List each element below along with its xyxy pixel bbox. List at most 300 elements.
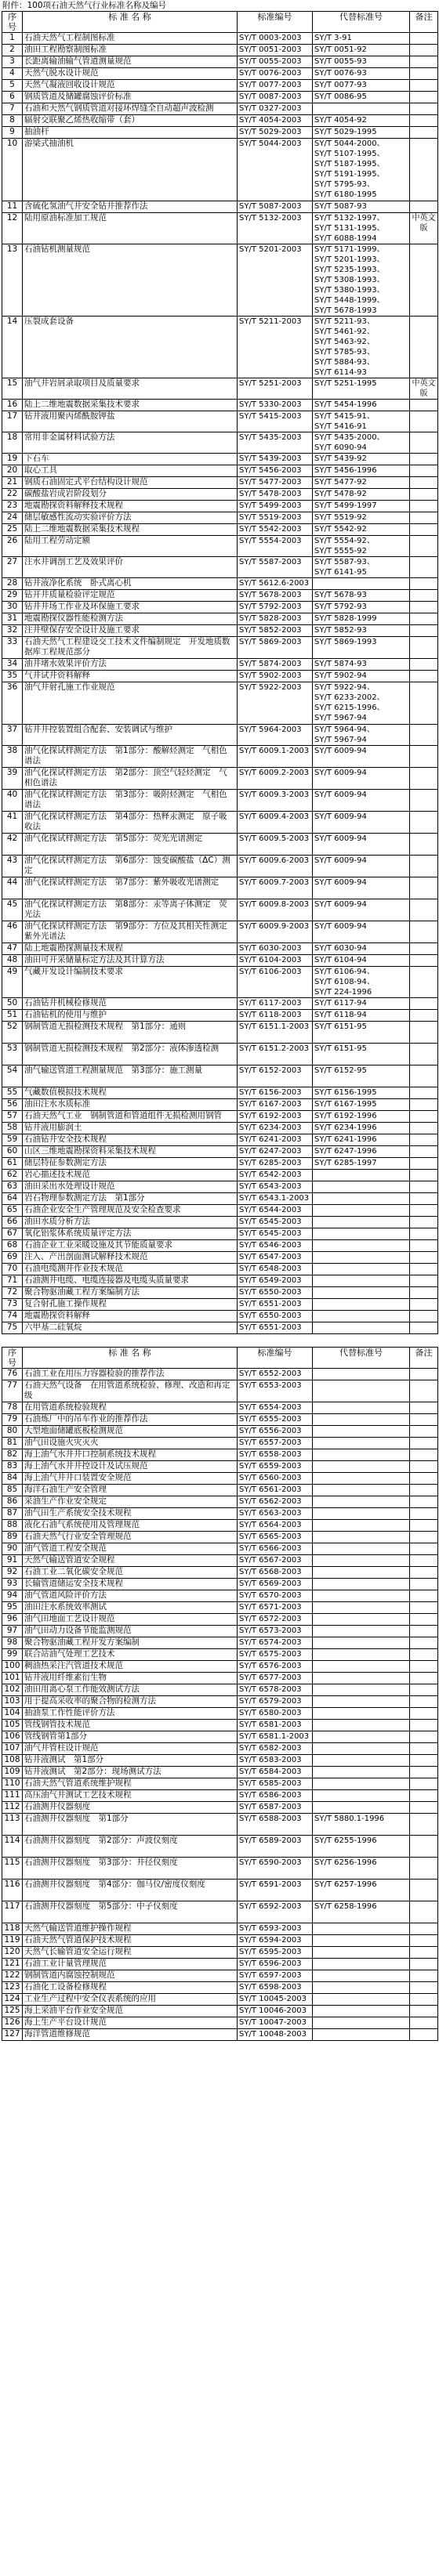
replaced-standard-code: SY/T 0077-93 (314, 81, 367, 89)
row-number: 70 (2, 1264, 23, 1275)
row-note (410, 725, 438, 746)
row-note (410, 1543, 438, 1555)
standard-code: SY/T 6558-2003 (238, 1449, 313, 1461)
standard-name: 油气化探试样测定方法 第1部分：酸解烃测定 气相色谱法 (23, 746, 238, 768)
row-note (410, 834, 438, 856)
standard-code: SY/T 6569-2003 (238, 1579, 313, 1590)
row-note (410, 1087, 438, 1099)
row-note (410, 1065, 438, 1087)
row-note (410, 1158, 438, 1170)
table-row (2, 955, 438, 967)
replaced-standard-code: SY/T 5211-93、 (314, 317, 375, 326)
replaced-standards (313, 1193, 410, 1205)
row-note (410, 56, 438, 68)
standard-name: 复合射孔施工操作规程 (23, 1299, 238, 1311)
row-number: 95 (2, 1602, 23, 1614)
table-row (2, 512, 438, 524)
standard-code: SY/T 6577-2003 (238, 1673, 313, 1684)
standard-code: SY/T 6594-2003 (238, 1935, 313, 1947)
replaced-standards (313, 45, 410, 56)
row-number: 7 (2, 103, 23, 115)
standard-code: SY/T 6593-2003 (238, 1923, 313, 1935)
table-row (2, 1778, 438, 1790)
row-note (410, 557, 438, 578)
standard-name: 海上采油平台作业安全规范 (23, 2006, 238, 2017)
replaced-standard-code: SY/T 5678-93 (314, 591, 367, 599)
row-note (410, 400, 438, 411)
row-note (410, 1790, 438, 1802)
table-row (2, 432, 438, 454)
replaced-standards (313, 943, 410, 955)
table-row (2, 998, 438, 1010)
replaced-standards (313, 1614, 410, 1626)
row-number: 119 (2, 1935, 23, 1947)
table-row (2, 2006, 438, 2017)
standard-code: SY/T 6104-2003 (238, 955, 313, 967)
standard-code: SY/T 6167-2003 (238, 1099, 313, 1111)
replaced-standards (313, 115, 410, 127)
table-row (2, 1299, 438, 1311)
replaced-standards (313, 244, 410, 317)
standard-code: SY/T 6591-2003 (238, 1880, 313, 1901)
table-row (2, 1602, 438, 1614)
replaced-standards (313, 1767, 410, 1778)
row-number: 5 (2, 80, 23, 92)
table-row (2, 1532, 438, 1543)
standard-code: SY/T 5869-2003 (238, 637, 313, 659)
standard-name: 天然气脱水设计规范 (23, 68, 238, 80)
replaced-standards (313, 921, 410, 943)
standard-name: 油气输送管道工程测量规范 第3部分：施工测量 (23, 1065, 238, 1087)
standard-name: 石油炼厂中的吊车作业的推荐作法 (23, 1414, 238, 1426)
row-note (410, 998, 438, 1010)
row-number: 34 (2, 659, 23, 671)
replaced-standard-code: SY/T 6090-94 (314, 443, 367, 452)
row-note (410, 578, 438, 590)
standard-name: 油气田动力设备节能监测规范 (23, 1626, 238, 1637)
standard-code: SY/T 0055-2003 (238, 56, 313, 68)
row-note (410, 1673, 438, 1684)
table-row (2, 1673, 438, 1684)
table-row (2, 1252, 438, 1264)
standard-code: SY/T 6565-2003 (238, 1532, 313, 1543)
table-row (2, 1099, 438, 1111)
row-note (410, 80, 438, 92)
row-number: 45 (2, 899, 23, 921)
replaced-standards (313, 746, 410, 768)
row-note (410, 768, 438, 790)
standard-code: SY/T 6574-2003 (238, 1637, 313, 1649)
row-number: 17 (2, 411, 23, 432)
table-row (2, 1731, 438, 1743)
row-number: 3 (2, 56, 23, 68)
row-number: 127 (2, 2029, 23, 2041)
row-note (410, 967, 438, 998)
replaced-standard-code: SY/T 5461-92、 (314, 327, 375, 336)
table-row (2, 127, 438, 139)
standard-name: 油气化探试样测定方法 第2部分：顶空气轻烃测定 气相色谱法 (23, 768, 238, 790)
row-number: 89 (2, 1532, 23, 1543)
replaced-standards (313, 1802, 410, 1814)
row-number: 41 (2, 812, 23, 834)
standard-name: 油气田生产系统安全技术规程 (23, 1508, 238, 1520)
standard-name: 联合站油气处理工艺技术 (23, 1649, 238, 1661)
standard-code: SY/T 6583-2003 (238, 1755, 313, 1767)
replaced-standards (313, 671, 410, 682)
standard-code: SY/T 6548-2003 (238, 1264, 313, 1275)
row-number: 24 (2, 512, 23, 524)
replaced-standard-code: SY/T 5415-91、 (314, 412, 375, 421)
table-row (2, 1402, 438, 1414)
row-note (410, 1743, 438, 1755)
standard-code: SY/T 6584-2003 (238, 1767, 313, 1778)
row-note (410, 1836, 438, 1858)
table-row (2, 1065, 438, 1087)
replaced-standards (313, 127, 410, 139)
row-note (410, 1708, 438, 1720)
row-number: 37 (2, 725, 23, 746)
standard-code: SY/T 4054-2003 (238, 115, 313, 127)
table-row (2, 524, 438, 536)
row-note (410, 1802, 438, 1814)
row-number: 103 (2, 1696, 23, 1708)
replaced-standard-code: SY/T 5439-92 (314, 454, 367, 463)
replaced-standard-code: SY/T 5792-93 (314, 602, 367, 611)
row-note (410, 201, 438, 213)
row-number: 76 (2, 1369, 23, 1380)
replaced-standards (313, 1322, 410, 1334)
standard-code: SY/T 6285-2003 (238, 1158, 313, 1170)
row-number: 80 (2, 1426, 23, 1438)
replaced-standards (313, 1461, 410, 1473)
replaced-standard-code: SY/T 5967-94 (314, 714, 367, 722)
standard-code: SY/T 6578-2003 (238, 1684, 313, 1696)
row-number: 115 (2, 1858, 23, 1880)
replaced-standard-code: SY/T 6285-1997 (314, 1159, 377, 1167)
replaced-standards (313, 578, 410, 590)
replaced-standards (313, 201, 410, 213)
replaced-standards (313, 1579, 410, 1590)
replaced-standards (313, 1731, 410, 1743)
row-note (410, 1146, 438, 1158)
row-note (410, 1240, 438, 1252)
standard-name: 油气化探试样测定方法 第3部分：吸附烃测定 气相色谱法 (23, 790, 238, 812)
row-number: 63 (2, 1181, 23, 1193)
table-header-row (2, 1348, 438, 1369)
header-replaced: 代替标准号 (313, 1348, 410, 1369)
replaced-standards (313, 1661, 410, 1673)
standard-name: 在用管道系统检验规程 (23, 1402, 238, 1414)
table-row (2, 1935, 438, 1947)
replaced-standards (313, 834, 410, 856)
row-number: 93 (2, 1579, 23, 1590)
row-number: 46 (2, 921, 23, 943)
table-row (2, 92, 438, 103)
standard-name: 陆上二维地震数据采集技术要求 (23, 400, 238, 411)
standard-name: 石油天然气管道系统维护规程 (23, 1778, 238, 1790)
replaced-standard-code: SY/T 5874-93 (314, 660, 367, 668)
header-note: 备注 (410, 12, 438, 33)
row-number: 8 (2, 115, 23, 127)
replaced-standard-code: SY/T 6106-94、 (314, 968, 375, 976)
row-note (410, 613, 438, 625)
standard-code: SY/T 5612.6-2003 (238, 578, 313, 590)
standard-name: 石油钻机测量规范 (23, 244, 238, 317)
row-note (410, 477, 438, 489)
table-row (2, 1414, 438, 1426)
replaced-standards (313, 1959, 410, 1970)
standard-name: 注水井调剖工艺及效果评价 (23, 557, 238, 578)
standard-code: SY/T 5251-2003 (238, 378, 313, 400)
row-number: 100 (2, 1661, 23, 1673)
standard-code: SY/T 6556-2003 (238, 1426, 313, 1438)
standard-name: 长输管道储运安全技术规程 (23, 1579, 238, 1590)
row-note (410, 625, 438, 637)
replaced-standards (313, 998, 410, 1010)
standard-code: SY/T 5435-2003 (238, 432, 313, 454)
header-name: 标 准 名 称 (23, 1348, 238, 1369)
row-number: 30 (2, 602, 23, 613)
table-row (2, 578, 438, 590)
replaced-standard-code: SY/T 5519-92 (314, 513, 367, 522)
replaced-standards (313, 1923, 410, 1935)
standard-name: 石油电缆测井作业技术规范 (23, 1264, 238, 1275)
table-row (2, 201, 438, 213)
replaced-standards (313, 92, 410, 103)
replaced-standard-code: SY/T 5463-92、 (314, 338, 375, 346)
replaced-standards (313, 1449, 410, 1461)
standard-code: SY/T 5964-2003 (238, 725, 313, 746)
table-row (2, 725, 438, 746)
row-number: 73 (2, 1299, 23, 1311)
row-note (410, 746, 438, 768)
row-number: 56 (2, 1099, 23, 1111)
standard-code: SY/T 6596-2003 (238, 1959, 313, 1970)
standard-name: 油田可开采储量标定方法及其计算方法 (23, 955, 238, 967)
replaced-standards (313, 2029, 410, 2041)
standard-name: 天然气输送管道安全规程 (23, 1555, 238, 1567)
replaced-standard-code: SY/T 5251-1995 (314, 379, 377, 388)
replaced-standard-code: SY/T 5044-2000、 (314, 139, 385, 148)
table-row (2, 1449, 438, 1461)
replaced-standard-code: SY/T 5380-1993、 (314, 286, 385, 295)
row-note (410, 1217, 438, 1228)
header-no: 序号 (2, 12, 23, 33)
standard-name: 取心工具 (23, 465, 238, 477)
table-header-row (2, 12, 438, 33)
row-note (410, 1755, 438, 1767)
replaced-standards (313, 1264, 410, 1275)
table-row (2, 45, 438, 56)
row-note: 中英文版 (410, 213, 438, 244)
replaced-standards (313, 103, 410, 115)
replaced-standards (313, 1217, 410, 1228)
row-number: 47 (2, 943, 23, 955)
standard-code: SY/T 5044-2003 (238, 139, 313, 201)
standard-name: 储层敏感性流动实验评价方法 (23, 512, 238, 524)
standard-code: SY/T 6553-2003 (238, 1380, 313, 1402)
row-note (410, 1814, 438, 1836)
row-note (410, 856, 438, 877)
standard-name: 海上生产平台设计规范 (23, 2017, 238, 2029)
table-row (2, 768, 438, 790)
standard-code: SY/T 6009.6-2003 (238, 856, 313, 877)
row-note (410, 1684, 438, 1696)
standard-name: 地震勘探资料解释技术规程 (23, 501, 238, 512)
row-number: 42 (2, 834, 23, 856)
table-row (2, 454, 438, 465)
standard-name: 储层特征参数测定方法 (23, 1158, 238, 1170)
replaced-standards (313, 1947, 410, 1959)
row-note (410, 1994, 438, 2006)
replaced-standards (313, 1228, 410, 1240)
standard-code: SY/T 6564-2003 (238, 1520, 313, 1532)
table-row (2, 1684, 438, 1696)
standard-name: 钢质管道及储罐腐蚀评价标准 (23, 92, 238, 103)
table-row (2, 2029, 438, 2041)
replaced-standards (313, 2006, 410, 2017)
standard-name: 六甲基二硅氧烷 (23, 1322, 238, 1334)
table-row (2, 56, 438, 68)
replaced-standards (313, 1508, 410, 1520)
replaced-standards (313, 477, 410, 489)
replaced-standards (313, 1858, 410, 1880)
standard-name: 石油钻井机械检修规范 (23, 998, 238, 1010)
replaced-standard-code: SY/T 5964-94、 (314, 725, 375, 734)
row-note (410, 244, 438, 317)
replaced-standards (313, 590, 410, 602)
row-number: 66 (2, 1217, 23, 1228)
standard-name: 石油天然气工程建设交工技术文件编制规定 开发地质数据库工程规范部分 (23, 637, 238, 659)
row-number: 96 (2, 1614, 23, 1626)
replaced-standards (313, 899, 410, 921)
row-note (410, 1402, 438, 1414)
row-note (410, 1970, 438, 1982)
standard-name: 油气井射孔施工作业规范 (23, 682, 238, 725)
row-note (410, 1380, 438, 1402)
replaced-standards (313, 1982, 410, 1994)
replaced-standard-code: SY/T 6256-1996 (314, 1858, 377, 1867)
standard-name: 油田采出水处理设计规范 (23, 1181, 238, 1193)
replaced-standards (313, 524, 410, 536)
standard-name: 钻井井场工作业及环保施工要求 (23, 602, 238, 613)
standard-name: 石油测井仪器刻度 第5部分：中子仪刻度 (23, 1901, 238, 1923)
table-row (2, 1743, 438, 1755)
header-code: 标准编号 (238, 12, 313, 33)
standard-code: SY/T 6580-2003 (238, 1708, 313, 1720)
table-row (2, 1275, 438, 1287)
row-number: 58 (2, 1123, 23, 1134)
replaced-standards (313, 967, 410, 998)
replaced-standards (313, 1673, 410, 1684)
standard-name: 油气化探试样测定方法 第8部分：汞等离子体测定 荧光法 (23, 899, 238, 921)
table-row (2, 1461, 438, 1473)
row-note (410, 1982, 438, 1994)
standard-name: 石油测井仪器刻度 第2部分：声波仪刻度 (23, 1836, 238, 1858)
row-number: 33 (2, 637, 23, 659)
table-row (2, 139, 438, 201)
standard-code: SY/T 5330-2003 (238, 400, 313, 411)
table-row (2, 68, 438, 80)
standard-name: 采油生产作业安全规定 (23, 1496, 238, 1508)
replaced-standard-code: SY/T 6114-93 (314, 368, 367, 377)
replaced-standards (313, 1146, 410, 1158)
table-row (2, 1590, 438, 1602)
standard-code: SY/T 6009.8-2003 (238, 899, 313, 921)
replaced-standards (313, 1755, 410, 1767)
replaced-standard-code: SY/T 6108-94、 (314, 978, 375, 986)
table-row (2, 1814, 438, 1836)
section-gap (0, 1334, 439, 1347)
standard-code: SY/T 6551-2003 (238, 1299, 313, 1311)
replaced-standards (313, 1743, 410, 1755)
row-note (410, 1461, 438, 1473)
table-row (2, 1380, 438, 1402)
standard-code: SY/T 5132-2003 (238, 213, 313, 244)
replaced-standard-code: SY/T 5087-93 (314, 202, 367, 211)
row-note (410, 1228, 438, 1240)
row-number: 69 (2, 1252, 23, 1264)
row-note (410, 921, 438, 943)
standard-name: 石油工业二氧化碳安全规范 (23, 1567, 238, 1579)
standard-code: SY/T 6247-2003 (238, 1146, 313, 1158)
row-note: 中英文版 (410, 378, 438, 400)
table-row (2, 1170, 438, 1181)
replaced-standards (313, 68, 410, 80)
row-note (410, 1649, 438, 1661)
standard-code: SY/T 6557-2003 (238, 1438, 313, 1449)
standard-name: 碳酸盐岩成岩阶段划分 (23, 489, 238, 501)
row-note (410, 33, 438, 45)
header-code: 标准编号 (238, 1348, 313, 1369)
replaced-standard-code: SY/T 6241-1996 (314, 1135, 377, 1144)
standard-name: 钻井液测试 第1部分 (23, 1755, 238, 1767)
table-row (2, 921, 438, 943)
row-number: 11 (2, 201, 23, 213)
standard-name: 聚合物驱油藏工程方案编制方法 (23, 1287, 238, 1299)
replaced-standard-code: SY/T 5131-1995、 (314, 224, 385, 233)
row-number: 87 (2, 1508, 23, 1520)
table-row (2, 1637, 438, 1649)
row-number: 75 (2, 1322, 23, 1334)
row-number: 12 (2, 213, 23, 244)
replaced-standards (313, 1626, 410, 1637)
row-number: 59 (2, 1134, 23, 1146)
row-note (410, 590, 438, 602)
replaced-standards (313, 1590, 410, 1602)
standard-name: 注井壁保存安全设计及施工要求 (23, 625, 238, 637)
standard-name: 油田工程勘察制图标准 (23, 45, 238, 56)
table-row (2, 1959, 438, 1970)
table-row (2, 1228, 438, 1240)
standard-name: 海洋管道维修规范 (23, 2029, 238, 2041)
replaced-standards (313, 1181, 410, 1193)
standard-code: SY/T 6561-2003 (238, 1485, 313, 1496)
standard-code: SY/T 6234-2003 (238, 1123, 313, 1134)
standard-name: 油气井管柱设计规范 (23, 1743, 238, 1755)
standard-name: 游梁式抽油机 (23, 139, 238, 201)
replaced-standards (313, 1555, 410, 1567)
row-number: 79 (2, 1414, 23, 1426)
table-row (2, 1496, 438, 1508)
replaced-standard-code: SY/T 6233-2002、 (314, 693, 385, 702)
row-number: 112 (2, 1802, 23, 1814)
table-row (2, 877, 438, 899)
table-row (2, 1369, 438, 1380)
standard-code: SY/T 10046-2003 (238, 2006, 313, 2017)
replaced-standard-code: SY/T 6215-1996、 (314, 704, 385, 712)
row-note (410, 103, 438, 115)
